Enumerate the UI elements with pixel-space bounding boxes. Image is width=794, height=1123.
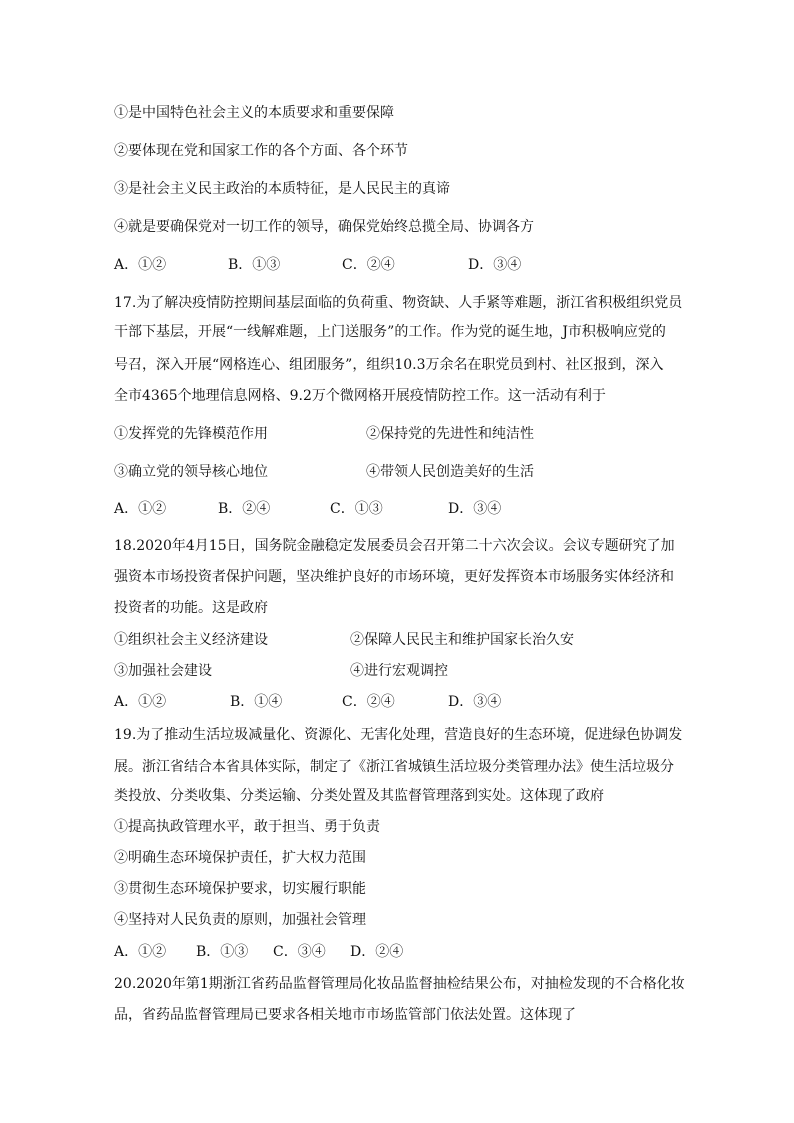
q17-stem-line-3: 号召，深入开展“网格连心、组团服务”，组织10.3万余名在职党员到村、社区报到，深入: [114, 357, 664, 373]
q18-stem-line-3: 投资者的功能。这是政府: [114, 600, 268, 616]
q17-answer-a: A．①②: [114, 501, 167, 517]
q16-option-1: ①是中国特色社会主义的本质要求和重要保障: [114, 105, 394, 121]
q17-option-3: ③确立党的领导核心地位: [114, 464, 268, 480]
q17-option-4: ④带领人民创造美好的生活: [366, 464, 534, 480]
q19-option-4: ④坚持对人民负责的原则，加强社会管理: [114, 912, 366, 928]
q16-answer-c: C．②④: [342, 257, 395, 273]
q17-answer-d: D．③④: [448, 501, 502, 517]
q19-stem-line-1: 19.为了推动生活垃圾减量化、资源化、无害化处理，营造良好的生态环境，促进绿色协调发: [114, 727, 683, 743]
q18-stem-line-1: 18.2020年4月15日，国务院金融稳定发展委员会召开第二十六次会议。会议专题研究了加: [114, 538, 675, 554]
q19-answer-a: A．①②: [114, 944, 167, 960]
q19-answer-b: B．①③: [196, 944, 249, 960]
q19-option-1: ①提高执政管理水平，敢于担当、勇于负责: [114, 819, 380, 835]
q17-stem-line-1: 17.为了解决疫情防控期间基层面临的负荷重、物资缺、人手紧等难题，浙江省积极组织党员: [114, 295, 683, 311]
q19-answer-c: C．③④: [273, 944, 326, 960]
q19-answer-d: D．②④: [350, 944, 404, 960]
q18-option-2: ②保障人民民主和维护国家长治久安: [350, 632, 574, 648]
q19-stem-line-3: 类投放、分类收集、分类运输、分类处置及其监督管理落到实处。这体现了政府: [114, 788, 604, 804]
q20-stem-line-1: 20.2020年第1期浙江省药品监督管理局化妆品监督抽检结果公布，对抽检发现的不合格化妆: [114, 976, 685, 992]
q17-answer-b: B．②④: [218, 501, 271, 517]
q17-stem-line-2: 干部下基层，开展“一线解难题，上门送服务”的工作。作为党的诞生地，J市积极响应党的: [114, 324, 666, 340]
q16-option-2: ②要体现在党和国家工作的各个方面、各个环节: [114, 143, 408, 159]
q20-stem-line-2: 品，省药品监督管理局已要求各相关地市市场监管部门依法处置。这体现了: [114, 1007, 576, 1023]
q19-stem-line-2: 展。浙江省结合本省具体实际，制定了《浙江省城镇生活垃圾分类管理办法》使生活垃圾分: [114, 759, 674, 775]
q18-answer-b: B．①④: [230, 694, 283, 710]
q16-option-3: ③是社会主义民主政治的本质特征，是人民民主的真谛: [114, 181, 450, 197]
q18-answer-d: D．③④: [448, 694, 502, 710]
q16-answer-a: A．①②: [114, 257, 167, 273]
q17-answer-c: C．①③: [330, 501, 383, 517]
q18-option-3: ③加强社会建设: [114, 663, 212, 679]
q16-answer-d: D．③④: [468, 257, 522, 273]
q18-option-1: ①组织社会主义经济建设: [114, 632, 268, 648]
q18-answer-a: A．①②: [114, 694, 167, 710]
q18-stem-line-2: 强资本市场投资者保护问题，坚决维护良好的市场环境，更好发挥资本市场服务实体经济和: [114, 569, 674, 585]
q18-answer-c: C．②④: [342, 694, 395, 710]
q18-option-4: ④进行宏观调控: [350, 663, 448, 679]
q17-option-2: ②保持党的先进性和纯洁性: [366, 426, 534, 442]
q17-stem-line-4: 全市4365个地理信息网格、9.2万个微网格开展疫情防控工作。这一活动有利于: [114, 388, 606, 404]
q17-option-1: ①发挥党的先锋模范作用: [114, 426, 268, 442]
q16-answer-b: B．①③: [228, 257, 281, 273]
q16-option-4: ④就是要确保党对一切工作的领导，确保党始终总揽全局、协调各方: [114, 219, 534, 235]
q19-option-2: ②明确生态环境保护责任，扩大权力范围: [114, 850, 366, 866]
q19-option-3: ③贯彻生态环境保护要求，切实履行职能: [114, 881, 366, 897]
